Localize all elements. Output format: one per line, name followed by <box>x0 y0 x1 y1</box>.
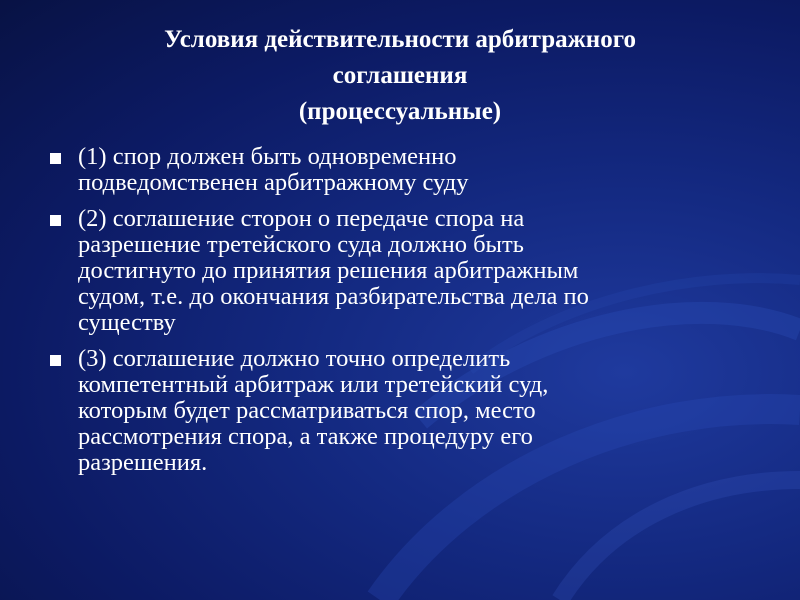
title-line-1: Условия действительности арбитражного <box>164 26 636 53</box>
bullet-2-line-5: существу <box>78 309 176 336</box>
bullet-list <box>48 144 728 486</box>
bullet-2-line-3: достигнуто до принятия решения арбитражным <box>78 257 579 284</box>
square-bullet-icon <box>50 355 61 366</box>
square-bullet-icon <box>50 215 61 226</box>
bullet-3-line-4: рассмотрения спора, а также процедуру его <box>78 423 533 450</box>
bullet-3-line-5: разрешения. <box>78 449 208 476</box>
bullet-3-line-2: компетентный арбитраж или третейский суд, <box>78 371 549 398</box>
title-line-2: соглашения <box>332 62 468 89</box>
title-line-3: (процессуальные) <box>298 98 502 125</box>
bullet-2-line-1: (2) соглашение сторон о передаче спора на <box>78 205 525 232</box>
bullet-item-1 <box>48 144 728 196</box>
bullet-2-line-2: разрешение третейского суда должно быть <box>78 231 524 258</box>
slide-title <box>60 22 740 130</box>
bullet-1-line-2: подведомственен арбитражному суду <box>78 169 469 196</box>
bullet-item-3 <box>48 346 728 476</box>
bullet-3-line-3: которым будет рассматриваться спор, место <box>78 397 536 424</box>
bullet-item-2 <box>48 206 728 336</box>
square-bullet-icon <box>50 153 61 164</box>
bullet-3-line-1: (3) соглашение должно точно определить <box>78 345 511 372</box>
bullet-1-line-1: (1) спор должен быть одновременно <box>78 143 457 170</box>
bullet-2-line-4: судом, т.е. до окончания разбирательства дела по <box>78 283 589 310</box>
